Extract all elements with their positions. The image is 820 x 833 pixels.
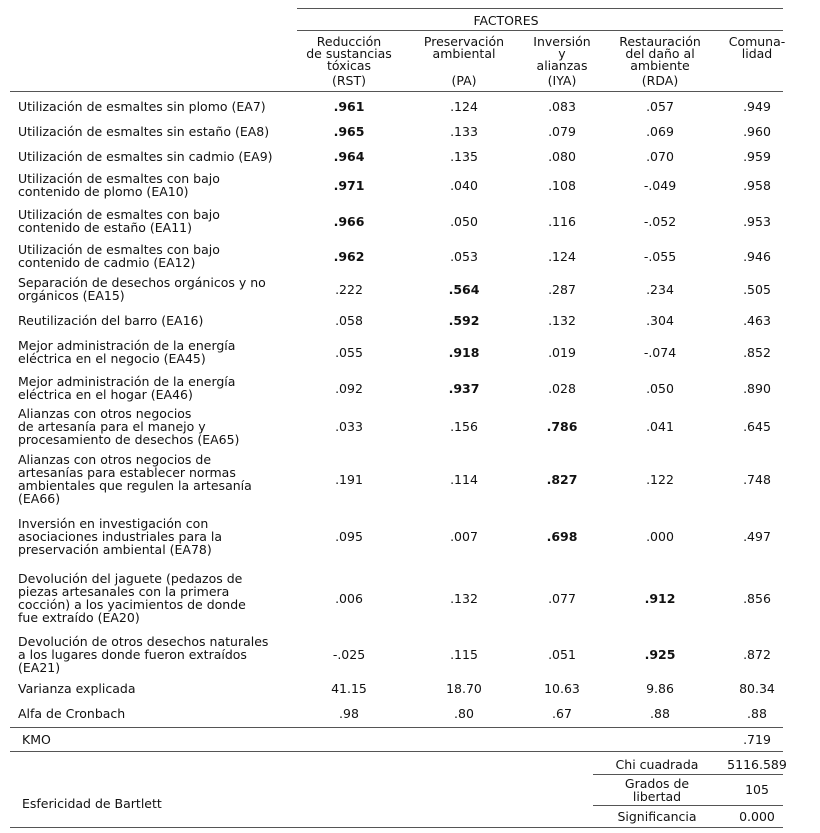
table-cell: .115 <box>450 646 478 662</box>
table-cell: .080 <box>548 149 576 164</box>
column-header: del daño al <box>625 46 695 61</box>
table-cell: .051 <box>548 646 576 662</box>
bartlett-rule <box>593 774 783 775</box>
alfa-cell: .88 <box>650 706 670 721</box>
table-cell: .135 <box>450 149 478 164</box>
table-cell: .222 <box>335 281 363 297</box>
alfa-label: Alfa de Cronbach <box>18 706 126 721</box>
column-header: Restauración <box>619 34 701 49</box>
row-label: Utilización de esmaltes sin estaño (EA8) <box>18 124 270 139</box>
table-cell: -.052 <box>643 213 677 229</box>
table-cell: .505 <box>743 281 771 297</box>
table-cell: .116 <box>548 213 576 229</box>
table-cell: .852 <box>743 344 771 360</box>
bartlett-item-label: Significancia <box>617 809 697 824</box>
row-label: cocción) a los yacimientos de donde <box>18 597 246 612</box>
row-label: contenido de cadmio (EA12) <box>18 255 196 270</box>
varianza-cell: 41.15 <box>331 681 367 696</box>
table-cell: .077 <box>548 590 576 606</box>
table-cell: .156 <box>450 418 478 434</box>
bartlett-item-value: 5116.589 <box>727 757 787 772</box>
factores-heading: FACTORES <box>473 13 539 28</box>
table-cell: .959 <box>743 149 771 164</box>
table-cell: .786 <box>546 418 578 434</box>
column-header: Preservación <box>423 34 505 49</box>
varianza-cell: 80.34 <box>739 681 775 696</box>
table-cell: .965 <box>333 124 365 139</box>
table-cell: .949 <box>743 99 771 114</box>
bartlett-item-value: 105 <box>745 782 769 797</box>
varianza-label: Varianza explicada <box>18 681 136 696</box>
table-cell: .856 <box>743 590 771 606</box>
row-label: eléctrica en el hogar (EA46) <box>18 387 193 402</box>
row-label: Mejor administración de la energía <box>18 338 236 353</box>
table-cell: .083 <box>548 99 576 114</box>
bartlett-label: Esfericidad de Bartlett <box>22 796 162 811</box>
row-label: artesanías para establecer normas <box>18 465 236 480</box>
row-label: piezas artesanales con la primera <box>18 584 230 599</box>
row-label: preservación ambiental (EA78) <box>18 541 212 557</box>
table-cell: .050 <box>450 213 478 229</box>
table-cell: -.049 <box>643 177 677 193</box>
row-label: (EA66) <box>18 491 61 506</box>
row-label: fue extraído (EA20) <box>18 610 140 625</box>
table-cell: .108 <box>548 177 576 193</box>
table-cell: .133 <box>450 124 478 139</box>
column-header: tóxicas <box>326 58 372 73</box>
kmo-label: KMO <box>22 732 51 747</box>
table-cell: .698 <box>546 528 578 544</box>
table-cell: .132 <box>450 590 478 606</box>
row-label: contenido de estaño (EA11) <box>18 220 192 235</box>
table-cell: .069 <box>646 124 674 139</box>
varianza-cell: 18.70 <box>446 681 482 696</box>
varianza-cell: 9.86 <box>646 681 674 696</box>
table-cell: -.055 <box>643 248 677 264</box>
bartlett-item-label: libertad <box>632 789 682 804</box>
alfa-cell: .67 <box>552 706 572 721</box>
row-label: (EA21) <box>18 659 61 675</box>
table-cell: .961 <box>333 99 365 114</box>
table-cell: .912 <box>644 590 676 606</box>
table-cell: .092 <box>335 380 363 396</box>
row-label: Utilización de esmaltes sin cadmio (EA9) <box>18 149 273 164</box>
table-cell: .079 <box>548 124 576 139</box>
row-label: Separación de desechos orgánicos y no <box>18 275 266 290</box>
row-label: de artesanía para el manejo y <box>18 418 206 434</box>
column-header: Reducción <box>316 34 382 49</box>
bartlett-item-value: 0.000 <box>739 809 775 824</box>
column-header: (RDA) <box>641 73 679 88</box>
table-cell: .019 <box>548 344 576 360</box>
column-header: (PA) <box>451 73 477 88</box>
alfa-cell: .88 <box>747 706 767 721</box>
table-cell: .937 <box>448 380 480 396</box>
table-cell: .114 <box>450 471 478 487</box>
table-cell: .645 <box>743 418 771 434</box>
table-cell: .953 <box>743 213 771 229</box>
top-rule <box>297 8 783 9</box>
column-header: (IYA) <box>547 73 577 88</box>
table-cell: .960 <box>743 124 771 139</box>
table-cell: .007 <box>450 528 478 544</box>
column-header: Inversión <box>533 34 591 49</box>
table-cell: .872 <box>743 646 771 662</box>
table-cell: .033 <box>335 418 363 434</box>
table-cell: .890 <box>743 380 771 396</box>
table-cell: .095 <box>335 528 363 544</box>
row-label: Mejor administración de la energía <box>18 374 236 389</box>
table-cell: .287 <box>548 281 576 297</box>
table-cell: .962 <box>333 248 365 264</box>
table-cell: .304 <box>646 312 674 328</box>
column-header: de sustancias <box>306 46 392 61</box>
table-cell: .463 <box>743 312 771 328</box>
table-cell: .006 <box>335 590 363 606</box>
column-header: y <box>558 46 566 61</box>
table-cell: .041 <box>646 418 674 434</box>
row-label: Utilización de esmaltes con bajo <box>18 242 220 257</box>
row-label: ambientales que regulen la artesanía <box>18 478 252 493</box>
table-cell: .053 <box>450 248 478 264</box>
table-cell: .964 <box>333 149 365 164</box>
table-cell: .946 <box>743 248 771 264</box>
bartlett-rule <box>593 805 783 806</box>
row-label: Utilización de esmaltes con bajo <box>18 207 220 222</box>
row-label: eléctrica en el negocio (EA45) <box>18 351 206 366</box>
bartlett-item-label: Grados de <box>624 776 690 791</box>
row-label: Alianzas con otros negocios de <box>18 452 212 467</box>
table-cell: .040 <box>450 177 478 193</box>
row-label: Inversión en investigación con <box>18 515 209 531</box>
header-rule <box>10 91 783 92</box>
column-header: ambiente <box>630 58 690 73</box>
row-label: orgánicos (EA15) <box>18 288 125 303</box>
table-cell: .132 <box>548 312 576 328</box>
table-cell: .971 <box>333 177 365 193</box>
table-cell: -.074 <box>643 344 677 360</box>
bartlett-item-label: Chi cuadrada <box>615 757 699 772</box>
table-cell: .055 <box>335 344 363 360</box>
row-label: Utilización de esmaltes con bajo <box>18 171 220 186</box>
row-label: Devolución de otros desechos naturales <box>18 633 269 649</box>
table-cell: .592 <box>448 312 480 328</box>
table-cell: .070 <box>646 149 674 164</box>
varianza-cell: 10.63 <box>544 681 580 696</box>
kmo-rule <box>10 751 783 752</box>
row-label: a los lugares donde fueron extraídos <box>18 646 247 662</box>
table-cell: .000 <box>646 528 674 544</box>
table-cell: .122 <box>646 471 674 487</box>
row-label: contenido de plomo (EA10) <box>18 184 189 199</box>
table-cell: .958 <box>743 177 771 193</box>
row-label: asociaciones industriales para la <box>18 528 223 544</box>
alfa-cell: .98 <box>339 706 359 721</box>
table-cell: .191 <box>335 471 363 487</box>
table-cell: .918 <box>448 344 480 360</box>
table-cell: .234 <box>646 281 674 297</box>
table-cell: .124 <box>450 99 478 114</box>
table-cell: .124 <box>548 248 576 264</box>
table-cell: .058 <box>335 312 363 328</box>
column-header: (RST) <box>331 73 367 88</box>
alfa-rule <box>10 727 783 728</box>
table-cell: .564 <box>448 281 480 297</box>
factores-rule <box>297 30 783 31</box>
column-header: lidad <box>741 46 773 61</box>
table-cell: .497 <box>743 528 771 544</box>
row-label: Devolución del jaguete (pedazos de <box>18 571 243 586</box>
row-label: Alianzas con otros negocios <box>18 405 192 421</box>
bottom-rule <box>10 827 783 828</box>
table-cell: -.025 <box>332 646 366 662</box>
column-header: Comuna- <box>728 34 786 49</box>
table-cell: .748 <box>743 471 771 487</box>
table-cell: .925 <box>644 646 676 662</box>
table-cell: .028 <box>548 380 576 396</box>
row-label: Utilización de esmaltes sin plomo (EA7) <box>18 99 266 114</box>
kmo-value: .719 <box>743 732 771 747</box>
row-label: procesamiento de desechos (EA65) <box>18 431 240 447</box>
table-cell: .057 <box>646 99 674 114</box>
alfa-cell: .80 <box>454 706 474 721</box>
row-label: Reutilización del barro (EA16) <box>18 312 204 328</box>
table-cell: .050 <box>646 380 674 396</box>
table-cell: .966 <box>333 213 365 229</box>
column-header: alianzas <box>536 58 588 73</box>
column-header: ambiental <box>432 46 496 61</box>
table-cell: .827 <box>546 471 578 487</box>
